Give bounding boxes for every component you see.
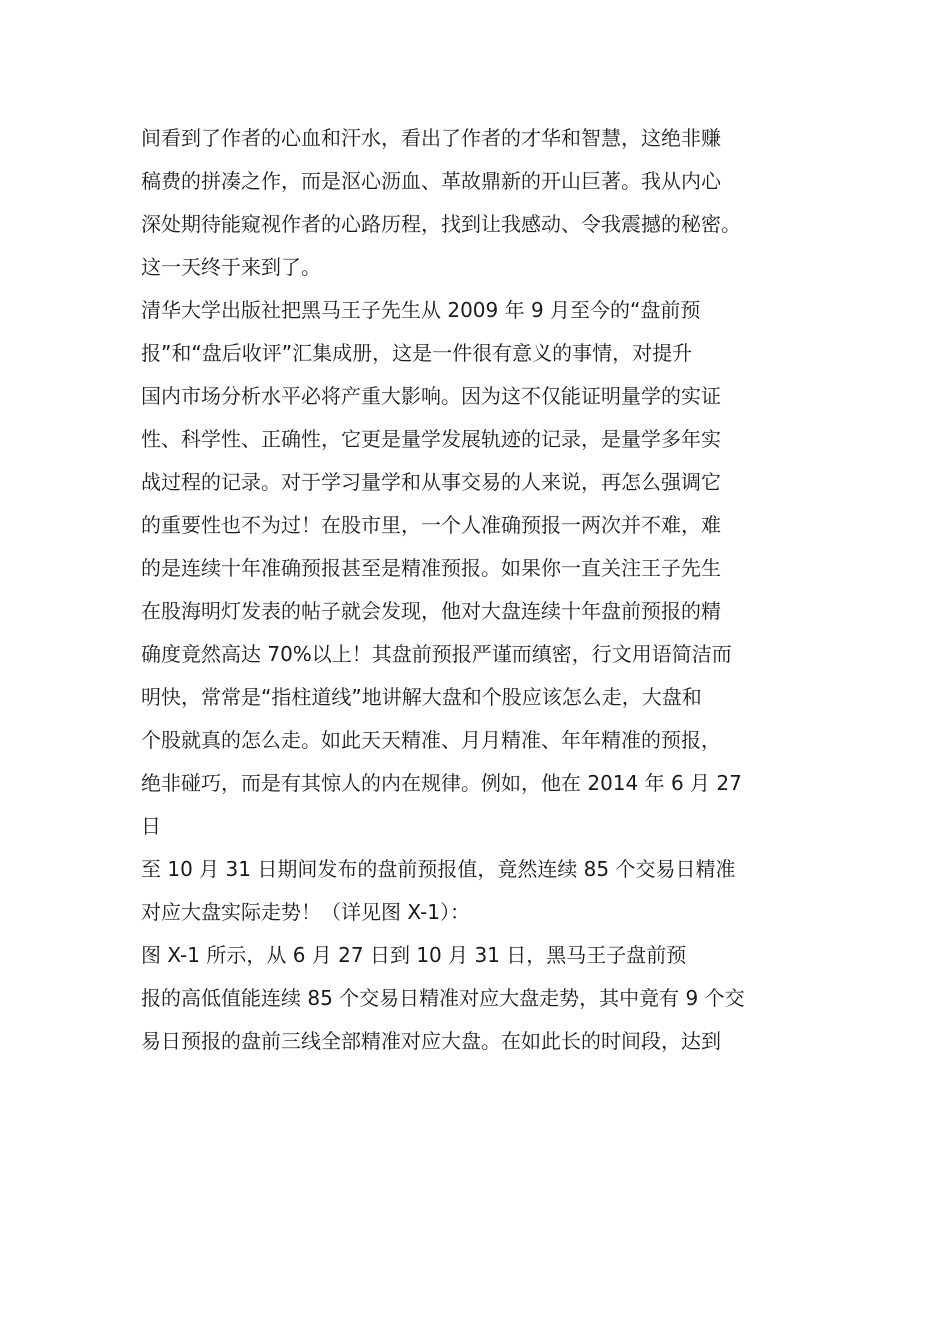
text-line: 性、科学性、正确性，它更是量学发展轨迹的记录，是量学多年实: [141, 427, 721, 451]
text-line: 对应大盘实际走势！（详见图 X-1）：: [141, 900, 471, 924]
text-line: 的是连续十年准确预报甚至是精准预报。如果你一直关注王子先生: [141, 556, 721, 580]
text-line: 明快，常常是“指柱道线”地讲解大盘和个股应该怎么走，大盘和: [141, 685, 702, 709]
text-line: 国内市场分析水平必将产重大影响。因为这不仅能证明量学的实证: [141, 384, 721, 408]
body-text: [141, 117, 821, 1063]
text-line: 这一天终于来到了。: [141, 255, 321, 279]
text-line: 报的高低值能连续 85 个交易日精准对应大盘走势，其中竟有 9 个交: [141, 986, 745, 1010]
text-line: 绝非碰巧，而是有其惊人的内在规律。例如，他在 2014 年 6 月 27: [141, 771, 742, 795]
text-line: 深处期待能窥视作者的心路历程，找到让我感动、令我震撼的秘密。: [141, 212, 741, 236]
text-line: 易日预报的盘前三线全部精准对应大盘。在如此长的时间段，达到: [141, 1029, 721, 1053]
text-line: 战过程的记录。对于学习量学和从事交易的人来说，再怎么强调它: [141, 470, 721, 494]
text-line: 报”和“盘后收评”汇集成册，这是一件很有意义的事情，对提升: [141, 341, 693, 365]
text-line: 日: [141, 814, 161, 838]
text-line: 至 10 月 31 日期间发布的盘前预报值，竟然连续 85 个交易日精准: [141, 857, 736, 881]
text-line: 确度竟然高达 70%以上！其盘前预报严谨而缜密，行文用语简洁而: [141, 642, 732, 666]
text-line: 个股就真的怎么走。如此天天精准、月月精准、年年精准的预报，: [141, 728, 721, 752]
text-line: 稿费的拼凑之作，而是沤心沥血、革故鼎新的开山巨著。我从内心: [141, 169, 721, 193]
text-line: 在股海明灯发表的帖子就会发现，他对大盘连续十年盘前预报的精: [141, 599, 721, 623]
text-line: 清华大学出版社把黑马王子先生从 2009 年 9 月至今的“盘前预: [141, 298, 701, 322]
text-line: 图 X-1 所示，从 6 月 27 日到 10 月 31 日，黑马王子盘前预: [141, 943, 687, 967]
text-line: 的重要性也不为过！在股市里，一个人准确预报一两次并不难，难: [141, 513, 721, 537]
text-line: 间看到了作者的心血和汗水，看出了作者的才华和智慧，这绝非赚: [141, 126, 721, 150]
